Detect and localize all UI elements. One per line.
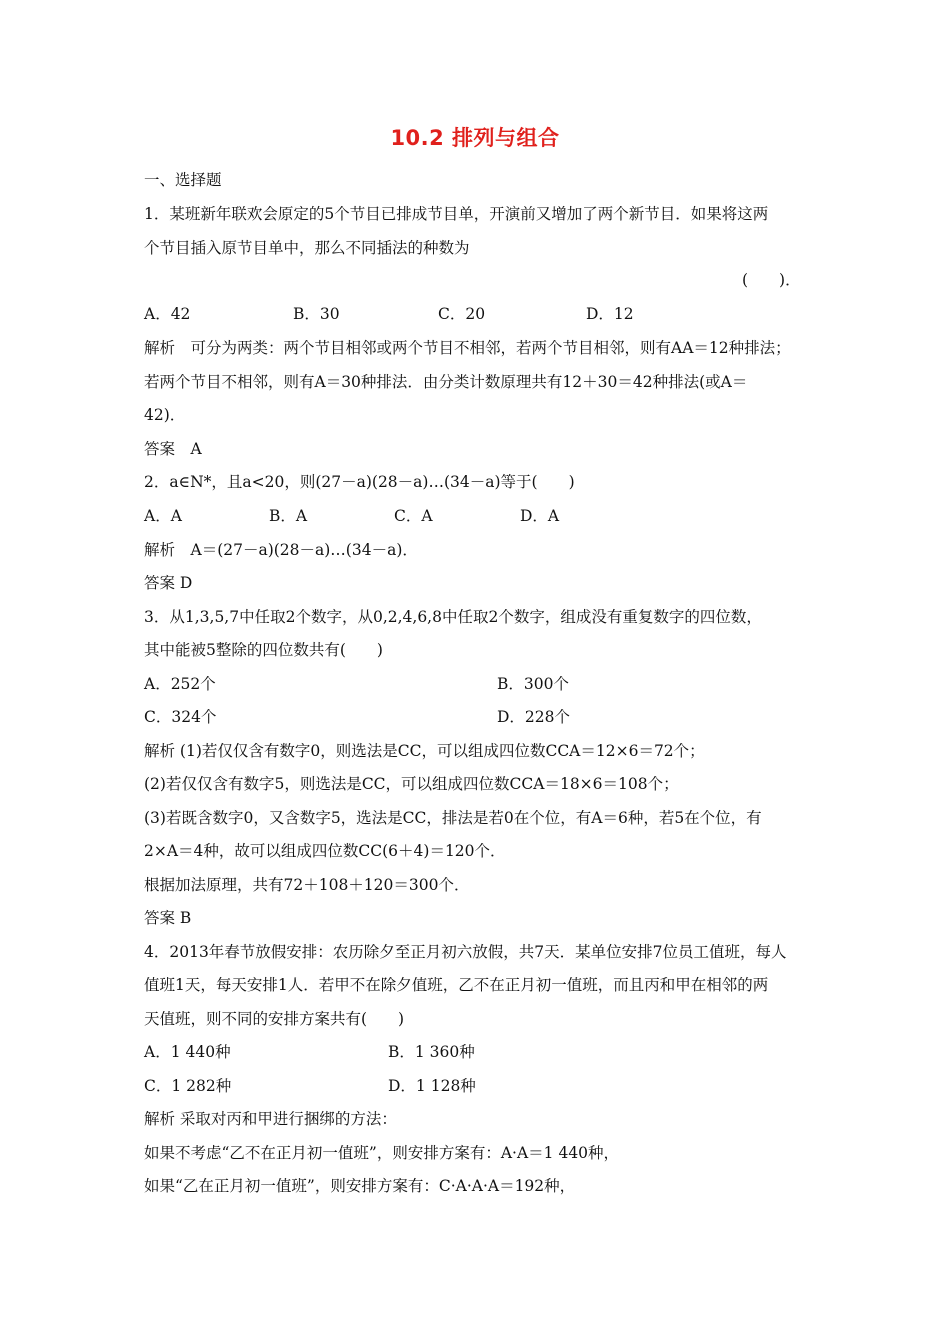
q3-option-d: D．228个: [497, 708, 571, 726]
q3-stem-line-1: 3．从1,3,5,7中任取2个数字，从0,2,4,6,8中任取2个数字，组成没有重复数字的四位数，: [144, 608, 762, 626]
q2-option-b: B．A: [269, 507, 308, 525]
q2-stem: 2．a∈N*，且a<20，则(27－a)(28－a)…(34－a)等于( ): [144, 473, 575, 491]
page-title: 10.2 排列与组合: [390, 126, 560, 150]
q1-answer-bracket: ( )．: [742, 271, 801, 289]
q4-analysis-line-3: 如果“乙在正月初一值班”，则安排方案有：C·A·A·A＝192种，: [144, 1177, 576, 1195]
q1-stem-line-2: 个节目插入原节目单中，那么不同插法的种数为: [144, 239, 470, 257]
q1-answer: 答案 A: [144, 440, 202, 458]
q4-stem-line-2: 值班1天，每天安排1人．若甲不在除夕值班，乙不在正月初一值班，而且丙和甲在相邻的两: [144, 976, 769, 994]
q1-analysis-line-2: 若两个节目不相邻，则有A＝30种排法．由分类计数原理共有12＋30＝42种排法(或A＝: [144, 373, 748, 391]
q3-option-c: C．324个: [144, 708, 217, 726]
q4-option-c: C．1 282种: [144, 1077, 232, 1095]
q2-option-c: C．A: [394, 507, 433, 525]
q3-analysis-line-5: 根据加法原理，共有72＋108＋120＝300个．: [144, 876, 470, 894]
q2-analysis: 解析 A＝(27－a)(28－a)…(34－a)．: [144, 541, 418, 559]
q3-answer: 答案 B: [144, 909, 192, 927]
q4-option-b: B．1 360种: [388, 1043, 475, 1061]
q2-option-a: A．A: [144, 507, 182, 525]
q1-option-b: B．30: [293, 305, 340, 323]
q3-option-a: A．252个: [144, 675, 216, 693]
section-heading: 一、选择题: [144, 171, 222, 189]
q1-option-a: A．42: [144, 305, 191, 323]
q3-analysis-line-2: (2)若仅仅含有数字5，则选法是CC，可以组成四位数CCA＝18×6＝108个；: [144, 775, 679, 793]
q2-answer: 答案 D: [144, 574, 193, 592]
q1-option-c: C．20: [438, 305, 486, 323]
q4-analysis-line-2: 如果不考虑“乙不在正月初一值班”，则安排方案有：A·A＝1 440种，: [144, 1144, 620, 1162]
q3-option-b: B．300个: [497, 675, 569, 693]
q1-option-d: D．12: [586, 305, 634, 323]
q3-stem-line-2: 其中能被5整除的四位数共有( ): [144, 641, 383, 659]
q4-option-d: D．1 128种: [388, 1077, 476, 1095]
q2-option-d: D．A: [520, 507, 560, 525]
q3-analysis-line-3: (3)若既含数字0，又含数字5，选法是CC，排法是若0在个位，有A＝6种，若5在个位，有: [144, 809, 762, 827]
q1-analysis-line-1: 解析 可分为两类：两个节目相邻或两个节目不相邻，若两个节目相邻，则有AA＝12种排法；: [144, 339, 791, 357]
q3-analysis-line-4: 2×A＝4种，故可以组成四位数CC(6＋4)＝120个．: [144, 842, 506, 860]
q4-option-a: A．1 440种: [144, 1043, 231, 1061]
q4-stem-line-3: 天值班，则不同的安排方案共有( ): [144, 1010, 405, 1028]
q1-stem-line-1: 1．某班新年联欢会原定的5个节目已排成节目单，开演前又增加了两个新节目．如果将这两: [144, 205, 769, 223]
q4-analysis-line-1: 解析 采取对丙和甲进行捆绑的方法：: [144, 1110, 397, 1128]
q1-analysis-line-3: 42)．: [144, 406, 186, 424]
q4-stem-line-1: 4．2013年春节放假安排：农历除夕至正月初六放假，共7天．某单位安排7位员工值班，每人: [144, 943, 787, 961]
q3-analysis-line-1: 解析 (1)若仅仅含有数字0，则选法是CC，可以组成四位数CCA＝12×6＝72个；: [144, 742, 705, 760]
